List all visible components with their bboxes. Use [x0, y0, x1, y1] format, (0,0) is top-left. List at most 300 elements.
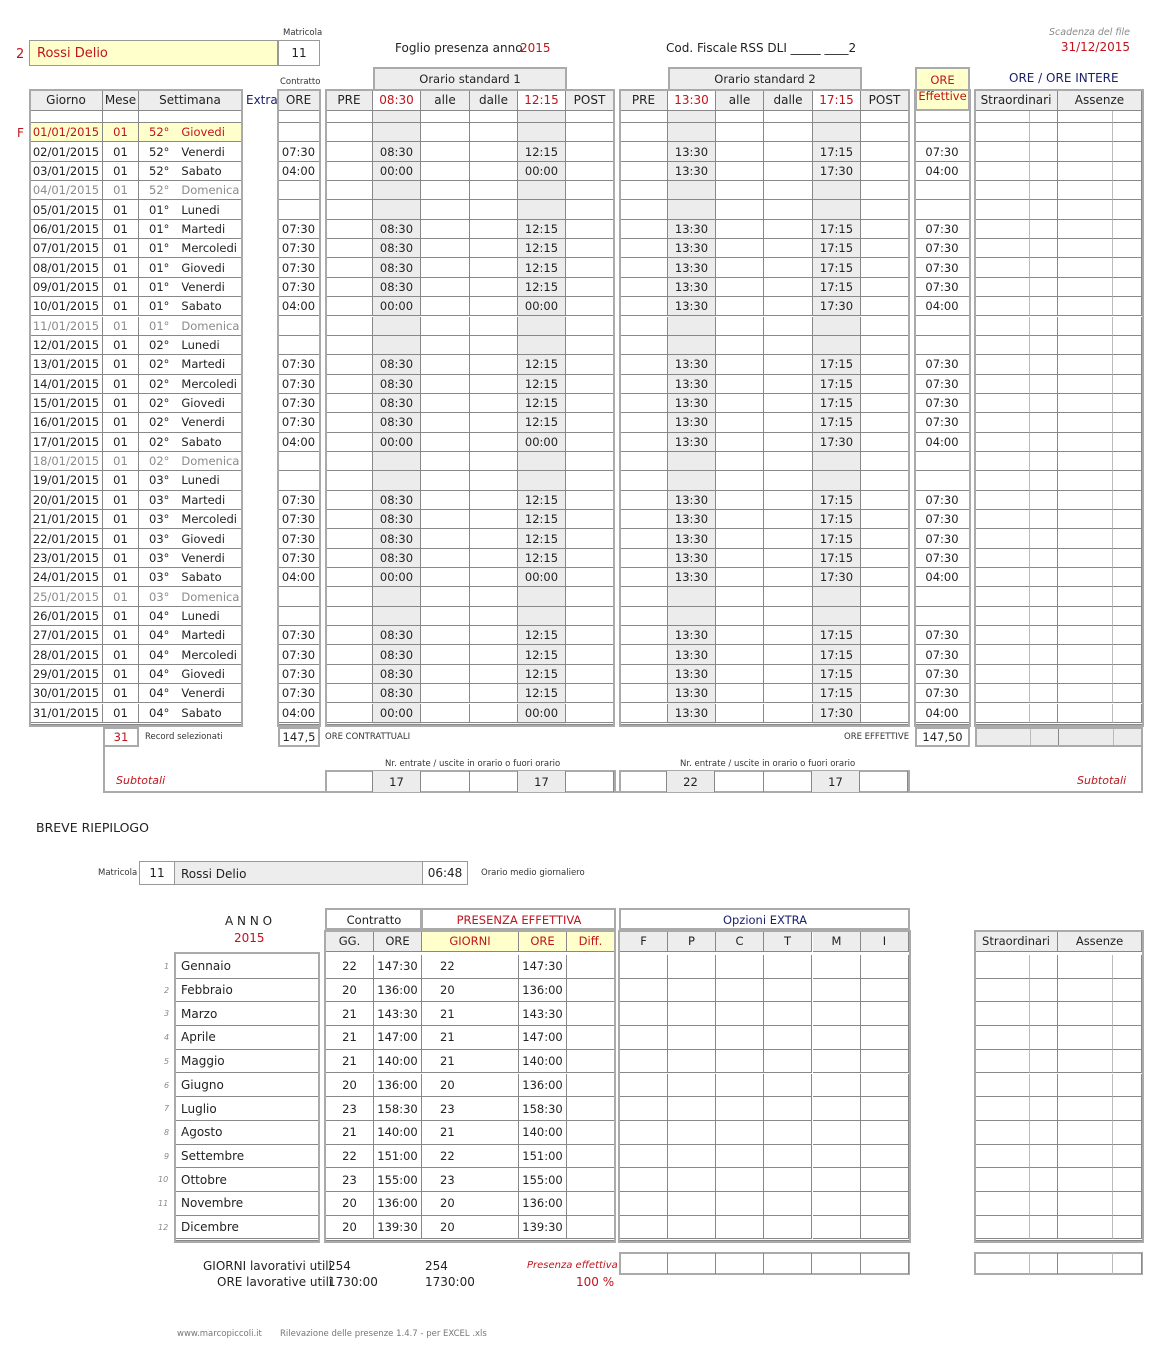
month-extra-cell[interactable] [668, 1002, 716, 1026]
cell-ore[interactable]: 07:30 [278, 684, 320, 703]
cell-s2a[interactable]: 13:30 [668, 433, 716, 452]
cell-post2[interactable] [861, 491, 909, 510]
cell-pre2[interactable] [620, 355, 668, 374]
cell-ass2[interactable] [1113, 704, 1142, 723]
cell-alle2[interactable] [716, 452, 764, 471]
cell-dalle1[interactable] [470, 626, 518, 645]
cell-s2a[interactable] [668, 181, 716, 200]
cell-str1[interactable] [975, 665, 1030, 684]
month-str-ass-cell[interactable] [1030, 1074, 1058, 1098]
cell-str1[interactable] [975, 471, 1030, 490]
cell-dalle2[interactable] [764, 510, 813, 529]
cell-alle2[interactable] [716, 336, 764, 355]
cell-pre1[interactable] [326, 297, 373, 316]
cell-ore[interactable]: 04:00 [278, 704, 320, 723]
cell-ass2[interactable] [1113, 665, 1142, 684]
cell-pre1[interactable] [326, 471, 373, 490]
cell-post1[interactable] [566, 394, 614, 413]
cell-ore[interactable]: 07:30 [278, 258, 320, 277]
cell-pre1[interactable] [326, 200, 373, 219]
cell-s1a[interactable]: 00:00 [373, 704, 421, 723]
cell-pre2[interactable] [620, 704, 668, 723]
cell-pre2[interactable] [620, 626, 668, 645]
month-extra-cell[interactable] [620, 1097, 668, 1121]
cell-s2a[interactable] [668, 587, 716, 606]
table-row[interactable] [0, 336, 1170, 355]
table-row[interactable] [0, 239, 1170, 258]
month-str-ass-cell[interactable] [1113, 1121, 1142, 1145]
cell-ore[interactable] [278, 607, 320, 626]
cell-str2[interactable] [1030, 510, 1058, 529]
cell-eff[interactable]: 04:00 [915, 568, 970, 587]
cell-str2[interactable] [1030, 375, 1058, 394]
month-extra-cell[interactable] [764, 1192, 812, 1216]
cell-s1a[interactable]: 00:00 [373, 297, 421, 316]
cell-str1[interactable] [975, 336, 1030, 355]
month-extra-cell[interactable] [813, 1192, 861, 1216]
month-extra-cell[interactable] [813, 1216, 861, 1240]
cell-s1b[interactable]: 12:15 [518, 491, 566, 510]
table-row[interactable] [0, 297, 1170, 316]
month-str-ass-cell[interactable] [975, 1121, 1030, 1145]
cell-ore[interactable]: 07:30 [278, 665, 320, 684]
cell-ass1[interactable] [1058, 529, 1113, 548]
cell-dalle1[interactable] [470, 568, 518, 587]
cell-s1a[interactable]: 08:30 [373, 142, 421, 161]
cell-post1[interactable] [566, 142, 614, 161]
cell-ore[interactable]: 07:30 [278, 491, 320, 510]
cell-str1[interactable] [975, 452, 1030, 471]
month-extra-cell[interactable] [764, 1216, 812, 1240]
cell-dalle2[interactable] [764, 433, 813, 452]
cell-str1[interactable] [975, 258, 1030, 277]
month-extra-cell[interactable] [764, 979, 812, 1003]
cell-pre2[interactable] [620, 684, 668, 703]
cell-s1a[interactable]: 08:30 [373, 665, 421, 684]
cell-ore[interactable] [278, 123, 320, 142]
cell-ass2[interactable] [1113, 549, 1142, 568]
summary-row[interactable] [0, 1145, 1170, 1169]
cell-dalle2[interactable] [764, 239, 813, 258]
cell-pre1[interactable] [326, 162, 373, 181]
cell-str2[interactable] [1030, 297, 1058, 316]
cell-ore[interactable]: 07:30 [278, 645, 320, 664]
cell-alle2[interactable] [716, 142, 764, 161]
cell-post2[interactable] [861, 607, 909, 626]
cell-str2[interactable] [1030, 239, 1058, 258]
cell-str1[interactable] [975, 355, 1030, 374]
cell-post1[interactable] [566, 123, 614, 142]
cell-ore[interactable] [278, 336, 320, 355]
cell-eff[interactable]: 07:30 [915, 278, 970, 297]
cell-s1a[interactable]: 08:30 [373, 239, 421, 258]
cell-ass2[interactable] [1113, 394, 1142, 413]
month-extra-cell[interactable] [764, 955, 812, 979]
cell-alle1[interactable] [421, 510, 470, 529]
cell-s1a[interactable] [373, 471, 421, 490]
table-row[interactable] [0, 220, 1170, 239]
cell-dalle1[interactable] [470, 413, 518, 432]
cell-s2b[interactable]: 17:30 [813, 568, 861, 587]
cell-str2[interactable] [1030, 607, 1058, 626]
month-extra-cell[interactable] [861, 1097, 909, 1121]
cell-dalle2[interactable] [764, 181, 813, 200]
cell-post2[interactable] [861, 645, 909, 664]
month-str-ass-cell[interactable] [1058, 1192, 1113, 1216]
cell-post2[interactable] [861, 336, 909, 355]
cell-alle1[interactable] [421, 568, 470, 587]
month-str-ass-cell[interactable] [1113, 1216, 1142, 1240]
month-str-ass-cell[interactable] [1113, 1050, 1142, 1074]
cell-ore[interactable]: 07:30 [278, 142, 320, 161]
cell-eff[interactable]: 07:30 [915, 549, 970, 568]
cell-s2a[interactable]: 13:30 [668, 162, 716, 181]
cell-alle2[interactable] [716, 510, 764, 529]
table-row[interactable] [0, 529, 1170, 548]
cell-s1b[interactable]: 12:15 [518, 375, 566, 394]
table-row[interactable] [0, 355, 1170, 374]
cell-alle2[interactable] [716, 413, 764, 432]
cell-s1a[interactable]: 08:30 [373, 645, 421, 664]
cell-dalle2[interactable] [764, 394, 813, 413]
cell-s1b[interactable]: 12:15 [518, 220, 566, 239]
cell-s2a[interactable]: 13:30 [668, 510, 716, 529]
cell-s1a[interactable] [373, 607, 421, 626]
month-str-ass-cell[interactable] [1058, 1145, 1113, 1169]
cell-str2[interactable] [1030, 220, 1058, 239]
cell-dalle2[interactable] [764, 549, 813, 568]
month-extra-cell[interactable] [813, 1145, 861, 1169]
cell-eff[interactable]: 07:30 [915, 375, 970, 394]
month-str-ass-cell[interactable] [975, 1097, 1030, 1121]
cell-s2b[interactable]: 17:30 [813, 162, 861, 181]
cell-post2[interactable] [861, 355, 909, 374]
month-str-ass-cell[interactable] [1030, 1026, 1058, 1050]
cell-post2[interactable] [861, 278, 909, 297]
cell-dalle1[interactable] [470, 336, 518, 355]
cell-dalle1[interactable] [470, 529, 518, 548]
cell-alle2[interactable] [716, 297, 764, 316]
month-str-ass-cell[interactable] [1058, 1026, 1113, 1050]
cell-ass1[interactable] [1058, 394, 1113, 413]
cell-str2[interactable] [1030, 181, 1058, 200]
cell-alle1[interactable] [421, 704, 470, 723]
cell-str1[interactable] [975, 394, 1030, 413]
month-extra-cell[interactable] [668, 1097, 716, 1121]
cell-dalle2[interactable] [764, 142, 813, 161]
cell-s1b[interactable] [518, 200, 566, 219]
cell-post1[interactable] [566, 220, 614, 239]
cell-ass2[interactable] [1113, 510, 1142, 529]
cell-eff[interactable] [915, 336, 970, 355]
cell-post1[interactable] [566, 297, 614, 316]
cell-str2[interactable] [1030, 413, 1058, 432]
cell-alle1[interactable] [421, 607, 470, 626]
summary-row[interactable] [0, 1216, 1170, 1240]
cell-ore[interactable] [278, 317, 320, 336]
cell-post1[interactable] [566, 607, 614, 626]
cell-str1[interactable] [975, 433, 1030, 452]
cell-post2[interactable] [861, 510, 909, 529]
cell-pre2[interactable] [620, 491, 668, 510]
footer-site[interactable]: www.marcopiccoli.it [177, 1329, 262, 1339]
month-str-ass-cell[interactable] [975, 1192, 1030, 1216]
cell-post1[interactable] [566, 510, 614, 529]
cell-alle1[interactable] [421, 394, 470, 413]
cell-s1a[interactable]: 08:30 [373, 684, 421, 703]
cell-ass1[interactable] [1058, 278, 1113, 297]
cell-ass2[interactable] [1113, 239, 1142, 258]
cell-ass2[interactable] [1113, 645, 1142, 664]
cell-str1[interactable] [975, 317, 1030, 336]
cell-ass2[interactable] [1113, 607, 1142, 626]
month-extra-cell[interactable] [716, 955, 764, 979]
cell-s2a[interactable]: 13:30 [668, 626, 716, 645]
cell-post2[interactable] [861, 162, 909, 181]
month-extra-cell[interactable] [620, 979, 668, 1003]
cell-alle1[interactable] [421, 452, 470, 471]
cell-s1a[interactable]: 08:30 [373, 549, 421, 568]
cell-ass2[interactable] [1113, 200, 1142, 219]
cell-alle2[interactable] [716, 162, 764, 181]
cell-dalle1[interactable] [470, 220, 518, 239]
cell-s2a[interactable] [668, 607, 716, 626]
cell-dalle2[interactable] [764, 665, 813, 684]
cell-alle2[interactable] [716, 278, 764, 297]
month-extra-cell[interactable] [716, 1002, 764, 1026]
cell-s2b[interactable]: 17:15 [813, 394, 861, 413]
cell-dalle1[interactable] [470, 317, 518, 336]
month-extra-cell[interactable] [813, 1002, 861, 1026]
cell-ass2[interactable] [1113, 529, 1142, 548]
cell-alle1[interactable] [421, 278, 470, 297]
cell-str1[interactable] [975, 239, 1030, 258]
cell-alle1[interactable] [421, 433, 470, 452]
cell-s1a[interactable]: 00:00 [373, 433, 421, 452]
cell-pre2[interactable] [620, 452, 668, 471]
cell-ass2[interactable] [1113, 336, 1142, 355]
cell-ass2[interactable] [1113, 220, 1142, 239]
cell-eff[interactable]: 07:30 [915, 665, 970, 684]
cell-s1b[interactable] [518, 587, 566, 606]
cell-s1b[interactable]: 00:00 [518, 297, 566, 316]
cell-pre2[interactable] [620, 162, 668, 181]
cell-alle1[interactable] [421, 587, 470, 606]
cell-str2[interactable] [1030, 645, 1058, 664]
cell-dalle1[interactable] [470, 297, 518, 316]
cell-dalle2[interactable] [764, 375, 813, 394]
month-str-ass-cell[interactable] [1058, 1168, 1113, 1192]
cell-post2[interactable] [861, 413, 909, 432]
cell-ore[interactable] [278, 452, 320, 471]
cell-pre1[interactable] [326, 278, 373, 297]
cell-ore[interactable] [278, 200, 320, 219]
cell-alle1[interactable] [421, 549, 470, 568]
cell-alle2[interactable] [716, 587, 764, 606]
cell-post2[interactable] [861, 258, 909, 277]
month-extra-cell[interactable] [764, 1097, 812, 1121]
cell-s2b[interactable]: 17:30 [813, 297, 861, 316]
cell-ore[interactable] [278, 181, 320, 200]
cell-post2[interactable] [861, 433, 909, 452]
cell-pre1[interactable] [326, 568, 373, 587]
cell-eff[interactable]: 07:30 [915, 529, 970, 548]
cell-pre2[interactable] [620, 220, 668, 239]
cell-dalle1[interactable] [470, 684, 518, 703]
cell-eff[interactable]: 04:00 [915, 297, 970, 316]
cell-pre1[interactable] [326, 665, 373, 684]
cell-s2a[interactable]: 13:30 [668, 684, 716, 703]
cell-post1[interactable] [566, 200, 614, 219]
cell-ass1[interactable] [1058, 239, 1113, 258]
table-row[interactable] [0, 375, 1170, 394]
table-row[interactable] [0, 510, 1170, 529]
cell-pre2[interactable] [620, 413, 668, 432]
cell-s1b[interactable]: 12:15 [518, 510, 566, 529]
month-extra-cell[interactable] [620, 1216, 668, 1240]
month-extra-cell[interactable] [668, 979, 716, 1003]
month-extra-cell[interactable] [668, 955, 716, 979]
cell-alle2[interactable] [716, 200, 764, 219]
cell-post1[interactable] [566, 587, 614, 606]
month-str-ass-cell[interactable] [1030, 1097, 1058, 1121]
cell-alle2[interactable] [716, 181, 764, 200]
table-row[interactable] [0, 433, 1170, 452]
month-str-ass-cell[interactable] [1113, 1074, 1142, 1098]
month-str-ass-cell[interactable] [1113, 1168, 1142, 1192]
cell-s2a[interactable]: 13:30 [668, 645, 716, 664]
month-str-ass-cell[interactable] [1058, 1050, 1113, 1074]
cell-post2[interactable] [861, 704, 909, 723]
cell-dalle1[interactable] [470, 471, 518, 490]
month-extra-cell[interactable] [861, 1074, 909, 1098]
cell-alle1[interactable] [421, 200, 470, 219]
cell-post1[interactable] [566, 529, 614, 548]
cell-alle1[interactable] [421, 181, 470, 200]
cell-ass2[interactable] [1113, 258, 1142, 277]
cell-str1[interactable] [975, 413, 1030, 432]
cell-eff[interactable] [915, 123, 970, 142]
cell-eff[interactable]: 07:30 [915, 220, 970, 239]
cell-str1[interactable] [975, 529, 1030, 548]
summary-row[interactable] [0, 979, 1170, 1003]
cell-s1b[interactable]: 12:15 [518, 684, 566, 703]
month-extra-cell[interactable] [620, 1074, 668, 1098]
cell-post2[interactable] [861, 123, 909, 142]
month-extra-cell[interactable] [620, 1145, 668, 1169]
cell-str1[interactable] [975, 607, 1030, 626]
cell-s1b[interactable] [518, 336, 566, 355]
table-row[interactable] [0, 142, 1170, 161]
cell-alle2[interactable] [716, 491, 764, 510]
month-str-ass-cell[interactable] [975, 1216, 1030, 1240]
cell-dalle1[interactable] [470, 394, 518, 413]
table-row[interactable] [0, 452, 1170, 471]
cell-s2a[interactable]: 13:30 [668, 297, 716, 316]
cell-ore[interactable]: 07:30 [278, 239, 320, 258]
cell-dalle1[interactable] [470, 239, 518, 258]
cell-post2[interactable] [861, 529, 909, 548]
cell-eff[interactable] [915, 317, 970, 336]
month-extra-cell[interactable] [620, 1192, 668, 1216]
cell-alle1[interactable] [421, 413, 470, 432]
month-extra-cell[interactable] [813, 1097, 861, 1121]
cell-pre2[interactable] [620, 549, 668, 568]
month-extra-cell[interactable] [668, 1074, 716, 1098]
cell-s2a[interactable]: 13:30 [668, 549, 716, 568]
cell-s1b[interactable] [518, 123, 566, 142]
cell-s2b[interactable]: 17:15 [813, 645, 861, 664]
cell-str1[interactable] [975, 162, 1030, 181]
cell-ore[interactable]: 07:30 [278, 529, 320, 548]
cell-s2b[interactable]: 17:15 [813, 355, 861, 374]
cell-alle1[interactable] [421, 529, 470, 548]
cell-str2[interactable] [1030, 336, 1058, 355]
cell-ass1[interactable] [1058, 413, 1113, 432]
cell-s1b[interactable] [518, 181, 566, 200]
cell-s1b[interactable]: 12:15 [518, 626, 566, 645]
table-row[interactable] [0, 278, 1170, 297]
month-extra-cell[interactable] [813, 979, 861, 1003]
cell-str2[interactable] [1030, 568, 1058, 587]
cell-str2[interactable] [1030, 142, 1058, 161]
month-str-ass-cell[interactable] [1113, 1002, 1142, 1026]
cell-s1b[interactable]: 12:15 [518, 355, 566, 374]
month-str-ass-cell[interactable] [1058, 1216, 1113, 1240]
cell-s2b[interactable] [813, 181, 861, 200]
month-extra-cell[interactable] [764, 1026, 812, 1050]
cell-ass1[interactable] [1058, 181, 1113, 200]
table-row[interactable] [0, 684, 1170, 703]
cell-s2a[interactable]: 13:30 [668, 220, 716, 239]
cell-str2[interactable] [1030, 471, 1058, 490]
cell-alle2[interactable] [716, 568, 764, 587]
cell-ass1[interactable] [1058, 258, 1113, 277]
cell-ore[interactable]: 04:00 [278, 162, 320, 181]
month-str-ass-cell[interactable] [1113, 1145, 1142, 1169]
cell-alle2[interactable] [716, 626, 764, 645]
cell-ass1[interactable] [1058, 433, 1113, 452]
cell-ore[interactable]: 07:30 [278, 375, 320, 394]
month-extra-cell[interactable] [620, 1050, 668, 1074]
month-str-ass-cell[interactable] [1030, 1002, 1058, 1026]
cell-s2a[interactable]: 13:30 [668, 239, 716, 258]
cell-ass1[interactable] [1058, 336, 1113, 355]
cell-post1[interactable] [566, 162, 614, 181]
cell-s1a[interactable]: 00:00 [373, 568, 421, 587]
cell-dalle1[interactable] [470, 181, 518, 200]
cell-dalle2[interactable] [764, 413, 813, 432]
cell-pre2[interactable] [620, 297, 668, 316]
cell-ass2[interactable] [1113, 181, 1142, 200]
cell-ass1[interactable] [1058, 684, 1113, 703]
cell-s1b[interactable]: 12:15 [518, 665, 566, 684]
month-extra-cell[interactable] [861, 1050, 909, 1074]
cell-pre1[interactable] [326, 413, 373, 432]
cell-str1[interactable] [975, 181, 1030, 200]
table-row[interactable] [0, 394, 1170, 413]
month-str-ass-cell[interactable] [1030, 1121, 1058, 1145]
cell-s1b[interactable]: 12:15 [518, 413, 566, 432]
cell-post2[interactable] [861, 587, 909, 606]
cell-ass2[interactable] [1113, 317, 1142, 336]
cell-s2b[interactable] [813, 317, 861, 336]
cell-pre1[interactable] [326, 239, 373, 258]
month-extra-cell[interactable] [716, 1074, 764, 1098]
month-extra-cell[interactable] [716, 1121, 764, 1145]
cell-pre1[interactable] [326, 510, 373, 529]
cell-s2b[interactable]: 17:15 [813, 684, 861, 703]
